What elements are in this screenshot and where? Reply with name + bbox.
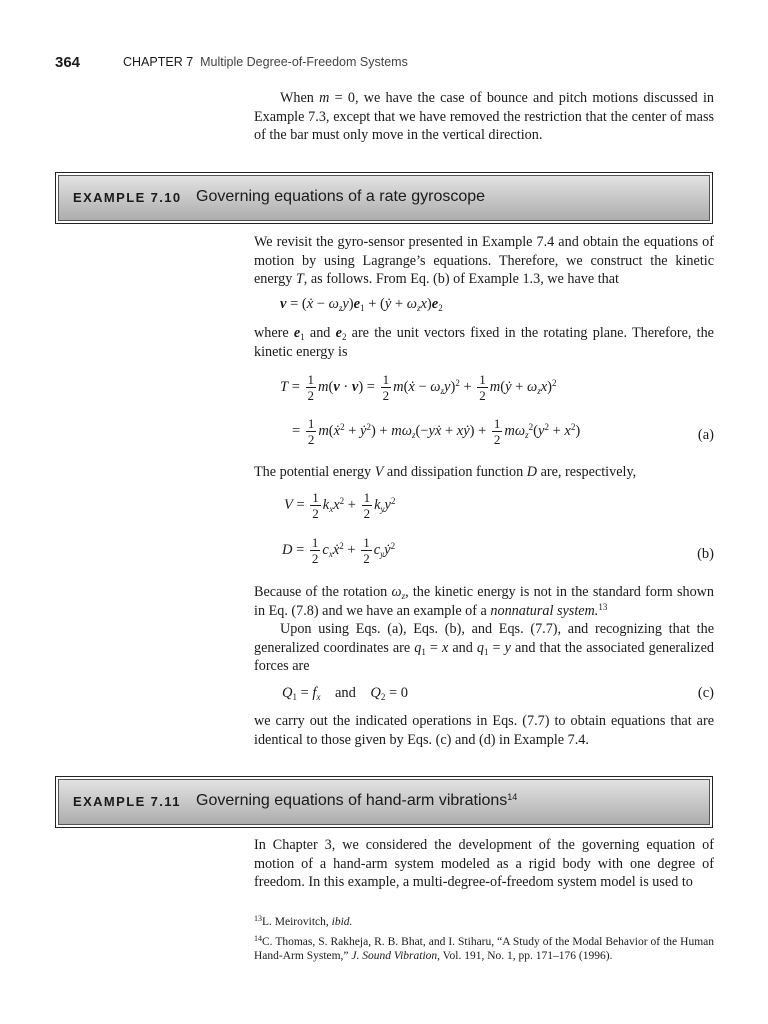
generalized-forces-equation: $Q_1 = f_x$ and $Q_2 = 0$: [282, 685, 409, 702]
intro-paragraph: [254, 89, 714, 145]
example-7-10-header: [55, 172, 713, 224]
paragraph: Upon using Eqs. (a), Eqs. (b), and Eqs. (7.7), and recognizing that the generalized coordinates are $q_1 = x$ and $q_1 = y$ and that the associated generalized forces are: [254, 621, 714, 674]
example-label: EXAMPLE 7.10: [73, 190, 182, 205]
example-title: Governing equations of hand-arm vibrations: [196, 792, 508, 809]
example-label: EXAMPLE 7.11: [73, 794, 181, 809]
title-footnote-ref: 14: [507, 792, 518, 802]
paragraph: we carry out the indicated operations in Eqs. (7.7) to obtain equations that are identical to those given by Eqs. (c) and (d) in Example 7.4.: [254, 713, 714, 748]
example-title-wrap: [196, 792, 517, 810]
kinetic-energy-equation-1: T = $\frac{1}{2}$ m(v · v) = $\frac{1}{2}$ m(ẋ − $\omega_zy)^2$ + $\frac{1}{2}$ m(ẏ + $\omega_zx)^2$: [280, 372, 557, 403]
paragraph: In Chapter 3, we considered the development of the governing equation of motion of a hand-arm system modeled as a rigid body with one degree of freedom. In this example, a multi-degree-of-freedom system model is used to: [254, 837, 714, 890]
example-7-10-para3: [254, 463, 714, 482]
paragraph: We revisit the gyro-sensor presented in Example 7.4 and obtain the equations of motion by using Lagrange’s equations. Therefore, we construct the kinetic energy T, as follows. From Eq. (b) of Example 1.3, we have that: [254, 234, 714, 287]
chapter-title: Multiple Degree-of-Freedom Systems: [200, 55, 408, 69]
running-header: [55, 54, 408, 72]
chapter-heading: [123, 55, 408, 69]
equation-number-a: (a): [697, 427, 714, 443]
potential-energy-equation: V = $\frac{1}{2}$ $k_xx^2$ + $\frac{1}{2}$ $k_yy^2$: [284, 490, 396, 521]
example-title: Governing equations of a rate gyroscope: [196, 188, 486, 205]
example-7-10-para2: [254, 324, 714, 361]
example-7-11-para1: [254, 836, 714, 892]
footnote-14: $^{14}$C. Thomas, S. Rakheja, R. B. Bhat, and I. Stiharu, “A Study of the Modal Behavior of the Human Hand-Arm System,” J. Sound Vibration, Vol. 191, No. 1, pp. 171–176 (1996).: [254, 934, 714, 962]
kinetic-energy-equation-2: = $\frac{1}{2}$ m(ẋ$^2$ + ẏ$^2$) + $m\omega_z(-yẋ$ + xẏ) + $\frac{1}{2}$ $m\omega_z^2(y^2 + x^2)$: [292, 416, 581, 447]
chapter-label: CHAPTER 7: [123, 55, 194, 69]
paragraph: Because of the rotation $\omega_z$, the kinetic energy is not in the standard form shown in Eq. (7.8) and we have an example of a nonnatural system.$^{13}$: [254, 584, 715, 619]
example-7-11-header: [55, 776, 713, 828]
paragraph: where $e_1$ and $e_2$ are the unit vectors fixed in the rotating plane. Therefore, the kinetic energy is: [254, 325, 714, 360]
page-number: 364: [55, 54, 81, 71]
example-7-10-para6: [254, 712, 714, 749]
equation-number-b: (b): [697, 546, 714, 562]
intro-text: When m = 0, we have the case of bounce and pitch motions discussed in Example 7.3, except that we have removed the restriction that the center of mass of the bar must only move in the vertical direction.: [254, 90, 714, 143]
dissipation-function-equation: D = $\frac{1}{2}$ $c_xẋ^2$ + $\frac{1}{2}$ $c_yẏ^2$: [282, 535, 396, 566]
equation-number-c: (c): [697, 685, 714, 701]
example-7-10-para1: [254, 233, 714, 289]
paragraph: The potential energy V and dissipation function D are, respectively,: [254, 464, 637, 480]
velocity-equation: v = (ẋ − $\omega_zy)e_1$ + (ẏ + $\omega_zx)e_2$: [280, 296, 443, 313]
and-word: and: [334, 685, 356, 701]
example-7-10-para4: [254, 583, 714, 676]
footnote-13: $^{13}$L. Meirovitch, ibid.: [254, 914, 353, 928]
